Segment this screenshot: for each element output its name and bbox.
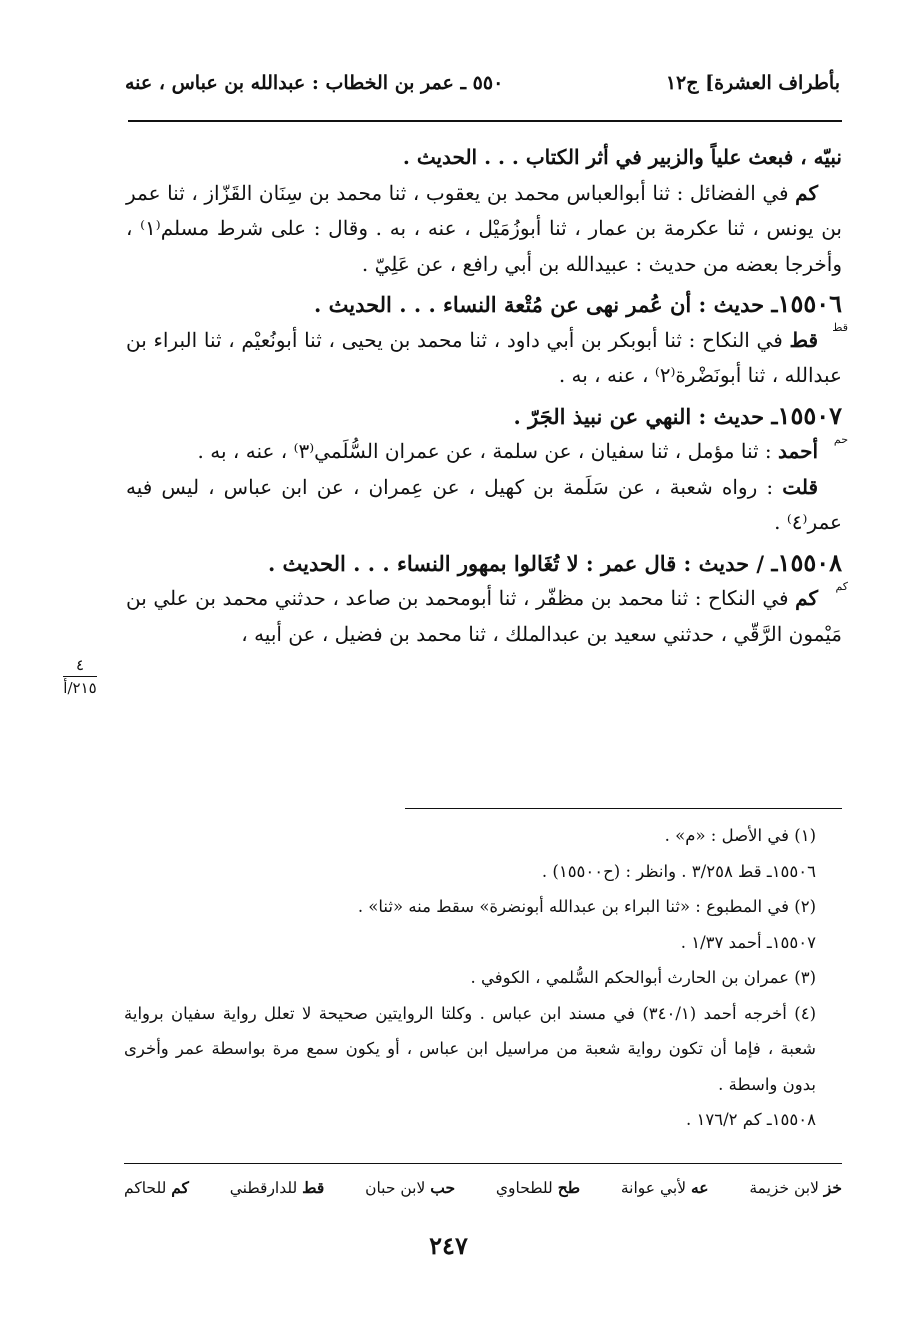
- legend-name: لابن حبان: [365, 1179, 426, 1197]
- source-sigla: كم: [795, 180, 819, 205]
- legend-item: [749, 1178, 842, 1204]
- legend-item: [496, 1178, 580, 1204]
- paragraph-daraqutni: [126, 323, 842, 394]
- paragraph-text: في النكاح : ثنا أبوبكر بن أبي داود ، ثنا محمد بن يحيى ، ثنا أبونُعيْم ، ثنا البراء بن عبدالله ، ثنا أبونَضْرة⁽٢⁾ ، عنه ، به .: [126, 327, 842, 387]
- hadith-title: ـ / حديث : قال عمر : لا تُغَالوا بمهور النساء . . . الحديث .: [267, 550, 778, 576]
- sigla-legend: [124, 1178, 842, 1204]
- hadith-sigla: كم: [835, 579, 848, 593]
- hadith-title: ـ حديث : النهي عن نبيذ الجَرّ .: [513, 403, 778, 429]
- footnote-ref-15506: ١٥٥٠٦ـ قط ٣/٢٥٨ . وانظر : (ح١٥٥٠٠) .: [541, 861, 816, 881]
- legend-name: للدارقطني: [229, 1179, 298, 1197]
- main-text: [126, 140, 848, 652]
- hadith-heading-15508: [126, 545, 848, 593]
- paragraph-text: : ثنا مؤمل ، ثنا سفيان ، عن سلمة ، عن عمران السُّلَمي⁽٣⁾ ، عنه ، به .: [197, 439, 772, 463]
- paragraph-continuation: نبيّه ، فبعث علياً والزبير في أثر الكتاب . . . الحديث .: [402, 145, 842, 169]
- legend-abbr: قط: [302, 1178, 325, 1197]
- folio-note-top: ٤: [63, 656, 97, 677]
- paragraph-hakim-fadail: [126, 176, 842, 283]
- comment-label: قلت: [782, 474, 819, 499]
- paragraph-text: في النكاح : ثنا محمد بن مظفّر ، ثنا أبومحمد بن صاعد ، حدثني محمد بن علي بن مَيْمون الرَّقّي ، حدثني سعيد بن عبدالملك ، ثنا محمد بن فضيل ، عن أبيه ،: [126, 586, 842, 646]
- footnote-2: (٢) في المطبوع : «ثنا البراء بن عبدالله أبونضرة» سقط منه «ثنا» .: [357, 897, 816, 916]
- hadith-sigla: حم: [833, 432, 848, 446]
- hadith-number: ١٥٥٠٨: [777, 547, 842, 577]
- legend-abbr: كم: [171, 1178, 189, 1197]
- paragraph-text: : رواه شعبة ، عن سَلَمة بن كهيل ، عن عِمران ، عن ابن عباس ، ليس فيه عمر⁽٤⁾ .: [126, 474, 842, 534]
- footnote-1: (١) في الأصل : «م» .: [664, 826, 816, 845]
- legend-name: للحاكم: [124, 1179, 167, 1197]
- footnote-ref-15508: ١٥٥٠٨ـ كم ١٧٦/٢ .: [686, 1110, 816, 1129]
- source-sigla: كم: [795, 586, 818, 610]
- paragraph-ahmad: [126, 434, 842, 470]
- footnote-rule: [405, 808, 842, 809]
- legend-rule: [124, 1163, 842, 1164]
- footnote-3: (٣) عمران بن الحارث أبوالحكم السُّلمي ، الكوفي .: [470, 968, 816, 987]
- footnote-4: (٤) أخرجه أحمد (٣٤٠/١) في مسند ابن عباس . وكلتا الروايتين صحيحة لا تعلل رواية سفيان برواية شعبة ، فإما أن تكون رواية شعبة من مراسيل ابن عباس ، أو يكون سمع مرة بواسطة عمر وأخرى بدون واسطة .: [124, 1003, 817, 1094]
- running-header: [125, 72, 840, 106]
- legend-item: [365, 1178, 455, 1204]
- source-sigla: قط: [789, 327, 818, 352]
- footnote-ref-15507: ١٥٥٠٧ـ أحمد ١/٣٧ .: [680, 932, 816, 952]
- paragraph-comment: [126, 470, 842, 541]
- hadith-heading-15506: [126, 286, 848, 334]
- hadith-sigla: قط: [832, 321, 848, 334]
- hadith-number: ١٥٥٠٧: [777, 400, 842, 430]
- header-book-title: بأطراف العشرة] ج١٢: [665, 72, 840, 94]
- legend-abbr: طح: [557, 1178, 581, 1197]
- legend-item: [124, 1178, 189, 1204]
- header-rule: [128, 120, 842, 122]
- legend-item: [621, 1178, 709, 1204]
- legend-name: للطحاوي: [495, 1179, 553, 1197]
- hadith-title: ـ حديث : أن عُمر نهى عن مُتْعة النساء . . . الحديث .: [313, 292, 778, 317]
- paragraph-hakim-nikah: [126, 581, 842, 652]
- legend-name: لابن خزيمة: [749, 1179, 819, 1197]
- legend-name: لأبي عوانة: [620, 1179, 687, 1197]
- source-sigla: أحمد: [778, 439, 818, 463]
- paragraph-text: في الفضائل : ثنا أبوالعباس محمد بن يعقوب ، ثنا محمد بن سِنَان القَزّاز ، ثنا عمر بن يونس ، ثنا عكرمة بن عمار ، ثنا أبوزُمَيْل ، عنه ، به . وقال : على شرط مسلم⁽١⁾ ، وأخرجا بعضه من حديث : عبيدالله بن أبي رافع ، عن عَلِيّ .: [126, 180, 842, 276]
- hadith-number: ١٥٥٠٦: [777, 289, 842, 318]
- folio-note-bottom: ٢١٥/أ: [63, 679, 97, 697]
- legend-abbr: خز: [823, 1178, 842, 1197]
- manuscript-folio-note: [45, 656, 115, 697]
- hadith-heading-15507: [126, 398, 848, 446]
- legend-abbr: عه: [690, 1178, 709, 1197]
- legend-item: [230, 1178, 325, 1204]
- footnotes: [124, 818, 840, 1138]
- header-chapter-title: ٥٥٠ ـ عمر بن الخطاب : عبدالله بن عباس ، عنه: [125, 72, 504, 94]
- page-number: ٢٤٧: [429, 1231, 468, 1260]
- legend-abbr: حب: [430, 1178, 456, 1197]
